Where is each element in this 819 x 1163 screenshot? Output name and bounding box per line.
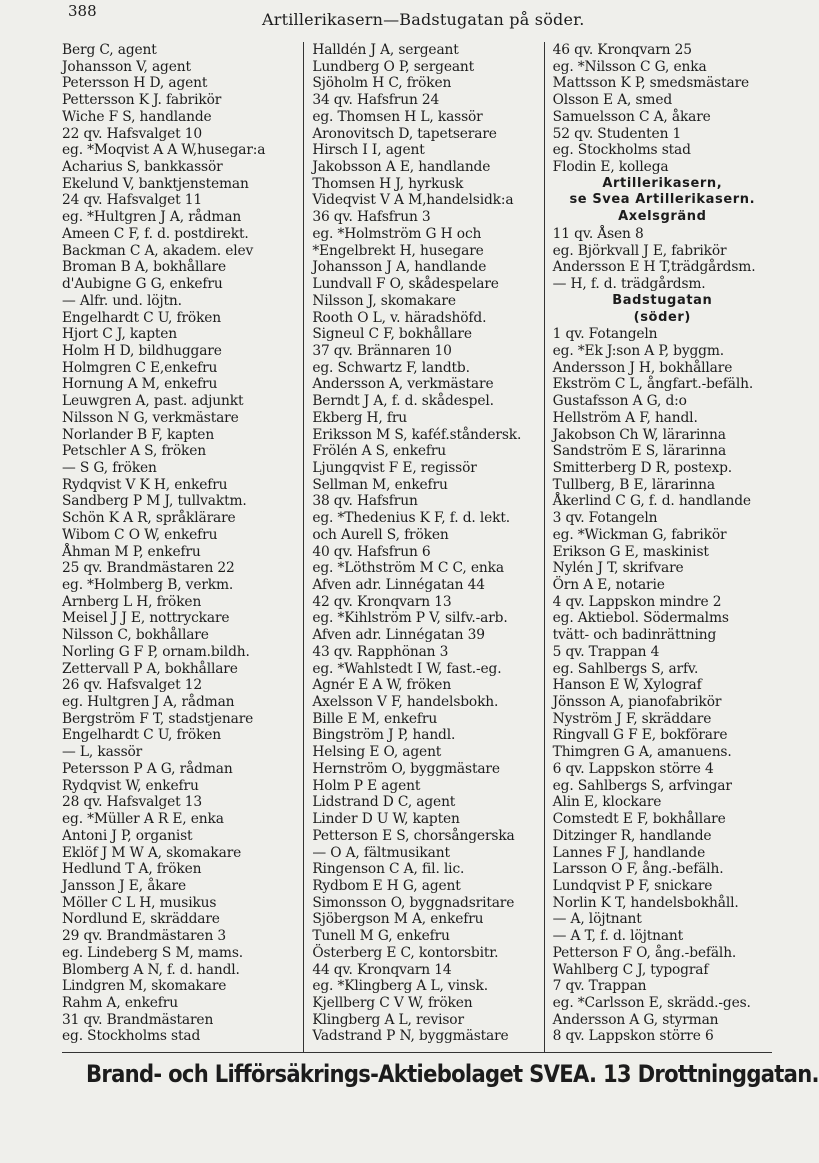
directory-entry: Nilsson N G, verkmästare xyxy=(62,409,239,426)
directory-entry: Holm H D, bildhuggare xyxy=(62,342,222,359)
directory-entry: Klingberg A L, revisor xyxy=(312,1011,464,1028)
directory-entry: 28 qv. Hafsvalget 13 xyxy=(62,794,203,811)
directory-entry: Sjöholm H C, fröken xyxy=(312,75,452,92)
directory-entry: 11 qv. Åsen 8 xyxy=(552,225,644,242)
section-heading: Badstugatan xyxy=(612,292,713,308)
directory-entry: 25 qv. Brandmästaren 22 xyxy=(62,560,235,577)
directory-entry: eg. Stockholms stad xyxy=(62,1028,201,1045)
directory-entry: Leuwgren A, past. adjunkt xyxy=(62,393,244,410)
directory-entry: 3 qv. Fotangeln xyxy=(552,510,658,527)
directory-entry: Thomsen H J, hyrkusk xyxy=(312,175,464,192)
directory-entry: 42 qv. Kronqvarn 13 xyxy=(312,593,452,610)
directory-entry: Hjort C J, kapten xyxy=(62,326,178,343)
directory-entry: eg. *Wickman G, fabrikör xyxy=(552,526,727,543)
directory-entry: 1 qv. Fotangeln xyxy=(552,326,658,343)
directory-entry: eg. *Holmberg B, verkm. xyxy=(62,577,234,593)
directory-entry: Gustafsson A G, d:o xyxy=(552,393,687,410)
directory-entry: Thimgren G A, amanuens. xyxy=(552,744,732,761)
section-heading: (söder) xyxy=(633,309,691,325)
directory-entry: 34 qv. Hafsfrun 24 xyxy=(312,92,440,109)
directory-entry: eg. *Hultgren J A, rådman xyxy=(62,209,242,226)
directory-entry: Erikson G E, maskinist xyxy=(552,543,709,560)
directory-entry: Andersson J H, bokhållare xyxy=(552,359,733,376)
directory-entry: Rooth O L, v. häradshöfd. xyxy=(312,309,487,326)
directory-entry: eg. *Löthström M C C, enka xyxy=(312,560,504,577)
directory-entry: Meisel J J E, nottryckare xyxy=(62,610,230,627)
directory-entry: Aronovitsch D, tapetserare xyxy=(312,125,497,142)
directory-entry: 40 qv. Hafsfrun 6 xyxy=(312,543,431,560)
directory-entry: eg. *Ek J:son A P, byggm. xyxy=(552,342,725,359)
directory-entry: Ameen C F, f. d. postdirekt. xyxy=(62,225,249,242)
directory-entry: Schön K A R, språklärare xyxy=(62,510,236,527)
directory-entry: 24 qv. Hafsvalget 11 xyxy=(62,192,203,209)
directory-entry: Österberg E C, kontorsbitr. xyxy=(312,944,499,961)
directory-entry: 6 qv. Lappskon större 4 xyxy=(552,760,714,777)
directory-entry: Bergström F T, stadstjenare xyxy=(62,710,254,727)
directory-entry: eg. *Nilsson C G, enka xyxy=(552,58,707,75)
directory-entry: Halldén J A, sergeant xyxy=(312,42,459,58)
directory-entry: tvätt- och badinrättning xyxy=(552,627,717,644)
directory-entry: — A, löjtnant xyxy=(552,911,642,928)
directory-entry: Hanson E W, Xylograf xyxy=(552,677,702,694)
directory-entry: Åhman M P, enkefru xyxy=(62,543,201,560)
advertisement-rule xyxy=(62,1052,772,1053)
directory-entry: eg. *Thedenius K F, f. d. lekt. xyxy=(312,510,510,527)
directory-entry: Möller C L H, musikus xyxy=(62,894,217,911)
directory-entry: Nylén J T, skrifvare xyxy=(552,560,684,577)
directory-entry: — A T, f. d. löjtnant xyxy=(552,928,684,945)
directory-entry: Petterson E S, chorsångerska xyxy=(312,827,515,844)
section-heading: Artillerikasern, xyxy=(602,175,723,191)
directory-columns xyxy=(62,42,772,1052)
directory-entry: Nordlund E, skräddare xyxy=(62,911,220,928)
directory-entry: Sandberg P M J, tullvaktm. xyxy=(62,493,247,510)
directory-column-1 xyxy=(62,42,303,1052)
directory-entry: eg. *Wahlstedt I W, fast.-eg. xyxy=(312,660,502,677)
directory-entry: Andersson A G, styrman xyxy=(552,1011,719,1028)
directory-entry: 52 qv. Studenten 1 xyxy=(552,125,682,142)
directory-entry: 46 qv. Kronqvarn 25 xyxy=(552,42,692,58)
directory-entry: Hellström A F, handl. xyxy=(552,409,698,426)
directory-entry: Rahm A, enkefru xyxy=(62,994,178,1011)
page-number: 388 xyxy=(68,2,97,20)
directory-entry: Afven adr. Linnégatan 44 xyxy=(312,577,485,593)
directory-entry: Lindgren M, skomakare xyxy=(62,978,227,995)
directory-entry: 26 qv. Hafsvalget 12 xyxy=(62,677,203,694)
directory-entry: Eklöf J M W A, skomakare xyxy=(62,844,242,861)
directory-entry: 4 qv. Lappskon mindre 2 xyxy=(552,593,722,610)
directory-entry: Signeul C F, bokhållare xyxy=(312,326,472,343)
directory-entry: 31 qv. Brandmästaren xyxy=(62,1011,214,1028)
directory-entry: Engelhardt C U, fröken xyxy=(62,727,222,744)
directory-entry: Frölén A S, enkefru xyxy=(312,443,447,460)
directory-entry: 8 qv. Lappskon större 6 xyxy=(552,1028,714,1045)
directory-entry: Antoni J P, organist xyxy=(62,827,193,844)
directory-entry: eg. Sahlbergs S, arfv. xyxy=(552,660,699,677)
directory-entry: Petersson P A G, rådman xyxy=(62,760,233,777)
directory-entry: — O A, fältmusikant xyxy=(312,844,450,861)
directory-entry: Wiche F S, handlande xyxy=(62,108,212,125)
directory-entry: Wibom C O W, enkefru xyxy=(62,526,218,543)
directory-entry: Ekelund V, banktjensteman xyxy=(62,175,249,192)
directory-entry: Andersson E H T,trädgårdsm. xyxy=(552,259,756,276)
directory-entry: eg. *Moqvist A A W,husegar:a xyxy=(62,142,266,159)
directory-entry: Zettervall P A, bokhållare xyxy=(62,660,238,677)
directory-entry: Blomberg A N, f. d. handl. xyxy=(62,961,240,978)
directory-entry: Linder D U W, kapten xyxy=(312,811,460,828)
directory-entry: Lidstrand D C, agent xyxy=(312,794,456,811)
directory-entry: eg. *Holmström G H och xyxy=(312,225,482,242)
directory-entry: Simonsson O, byggnadsritare xyxy=(312,894,515,911)
directory-entry: Acharius S, bankkassör xyxy=(62,159,223,176)
directory-entry: Jönsson A, pianofabrikör xyxy=(552,694,722,711)
directory-entry: Ekström C L, ångfart.-befälh. xyxy=(552,376,754,393)
directory-entry: Eriksson M S, kaféf.ståndersk. xyxy=(312,426,522,443)
directory-entry: d'Aubigne G G, enkefru xyxy=(62,276,223,293)
directory-entry: Petterson F O, ång.-befälh. xyxy=(552,944,737,961)
directory-entry: 43 qv. Rapphönan 3 xyxy=(312,643,449,660)
directory-entry: Agnér E A W, fröken xyxy=(312,677,452,694)
directory-entry: Afven adr. Linnégatan 39 xyxy=(312,627,485,644)
directory-entry: Rydqvist W, enkefru xyxy=(62,777,199,794)
directory-entry: Norling G F P, ornam.bildh. xyxy=(62,643,250,660)
directory-entry: Ringenson C A, fil. lic. xyxy=(312,861,465,878)
section-heading: se Svea Artillerikasern. xyxy=(569,192,756,208)
directory-entry: Sandström E S, lärarinna xyxy=(552,443,727,460)
directory-entry: eg. *Kihlström P V, silfv.-arb. xyxy=(312,610,508,627)
directory-entry: Bille E M, enkefru xyxy=(312,710,438,727)
directory-entry: och Aurell S, fröken xyxy=(312,526,449,543)
directory-entry: Sellman M, enkefru xyxy=(312,476,448,493)
directory-entry: Larsson O F, ång.-befälh. xyxy=(552,861,724,878)
directory-entry: eg. *Carlsson E, skrädd.-ges. xyxy=(552,994,751,1011)
directory-entry: Wahlberg C J, typograf xyxy=(552,961,709,978)
directory-entry: 22 qv. Hafsvalget 10 xyxy=(62,125,203,142)
directory-entry: Samuelsson C A, åkare xyxy=(552,108,711,125)
directory-entry: 29 qv. Brandmästaren 3 xyxy=(62,928,227,945)
directory-entry: Johansson V, agent xyxy=(62,58,191,75)
directory-entry: Nyström J F, skräddare xyxy=(552,710,712,727)
directory-entry: Hirsch I I, agent xyxy=(312,142,425,159)
directory-entry: Jakobson Ch W, lärarinna xyxy=(552,426,726,443)
directory-entry: Tullberg, B E, lärarinna xyxy=(552,476,715,493)
directory-entry: Alin E, klockare xyxy=(552,794,662,811)
directory-entry: — S G, fröken xyxy=(62,459,157,476)
directory-column-3 xyxy=(544,42,772,1052)
directory-entry: Jakobsson A E, handlande xyxy=(312,159,491,176)
directory-entry: Berg C, agent xyxy=(62,42,157,58)
directory-entry: Sjöbergson M A, enkefru xyxy=(312,911,484,928)
directory-entry: eg. Schwartz F, landtb. xyxy=(312,359,470,376)
directory-entry: Comstedt E F, bokhållare xyxy=(552,811,726,828)
directory-entry: Norlander B F, kapten xyxy=(62,426,215,443)
directory-entry: Ljungqvist F E, regissör xyxy=(312,459,477,476)
directory-entry: eg. *Klingberg A L, vinsk. xyxy=(312,978,488,995)
directory-entry: Olsson E A, smed xyxy=(552,92,673,109)
directory-entry: Holmgren C E,enkefru xyxy=(62,359,218,376)
directory-entry: 37 qv. Brännaren 10 xyxy=(312,342,452,359)
directory-entry: Helsing E O, agent xyxy=(312,744,442,761)
directory-entry: eg. Lindeberg S M, mams. xyxy=(62,944,244,961)
directory-entry: Axelsson V F, handelsbokh. xyxy=(312,694,499,711)
directory-entry: Rydqvist V K H, enkefru xyxy=(62,476,228,493)
directory-entry: eg. Björkvall J E, fabrikör xyxy=(552,242,727,259)
directory-entry: 44 qv. Kronqvarn 14 xyxy=(312,961,452,978)
directory-entry: Ekberg H, fru xyxy=(312,409,407,426)
directory-entry: Hernström O, byggmästare xyxy=(312,760,500,777)
directory-entry: Holm P E agent xyxy=(312,777,421,794)
directory-entry: Engelhardt C U, fröken xyxy=(62,309,222,326)
directory-entry: Flodin E, kollega xyxy=(552,159,669,176)
directory-entry: eg. *Müller A R E, enka xyxy=(62,811,224,828)
directory-entry: Åkerlind C G, f. d. handlande xyxy=(552,493,751,510)
directory-entry: Berndt J A, f. d. skådespel. xyxy=(312,393,494,410)
running-head: Artillerikasern—Badstugatan på söder. xyxy=(262,10,585,29)
directory-entry: Pettersson K J. fabrikör xyxy=(62,92,222,109)
directory-entry: Broman B A, bokhållare xyxy=(62,259,227,276)
advertisement-banner: Brand- och Lifförsäkrings-Aktiebolaget SVEA. 13 Drottninggatan. xyxy=(86,1060,819,1088)
directory-entry: Hornung A M, enkefru xyxy=(62,376,218,393)
directory-entry: 5 qv. Trappan 4 xyxy=(552,643,660,660)
directory-entry: Lundvall F O, skådespelare xyxy=(312,276,499,293)
directory-entry: Rydbom E H G, agent xyxy=(312,877,461,894)
directory-entry: eg. Thomsen H L, kassör xyxy=(312,108,483,125)
directory-entry: 38 qv. Hafsfrun xyxy=(312,493,418,510)
directory-entry: Ringvall G F E, bokförare xyxy=(552,727,728,744)
directory-entry: — L, kassör xyxy=(62,744,143,761)
directory-entry: — H, f. d. trädgårdsm. xyxy=(552,276,706,293)
directory-entry: eg. Stockholms stad xyxy=(552,142,691,159)
directory-entry: eg. Hultgren J A, rådman xyxy=(62,694,235,711)
directory-entry: Lundberg O P, sergeant xyxy=(312,58,475,75)
directory-entry: Nilsson J, skomakare xyxy=(312,292,456,309)
directory-entry: Arnberg L H, fröken xyxy=(62,593,202,610)
section-heading: Axelsgränd xyxy=(618,209,707,225)
directory-entry: Johansson J A, handlande xyxy=(312,259,487,276)
directory-entry: Norlin K T, handelsbokhåll. xyxy=(552,894,739,911)
directory-entry: Kjellberg C V W, fröken xyxy=(312,994,473,1011)
directory-entry: *Engelbrekt H, husegare xyxy=(312,242,484,259)
directory-entry: Nilsson C, bokhållare xyxy=(62,627,209,644)
directory-entry: Andersson A, verkmästare xyxy=(312,376,494,393)
directory-entry: Lundqvist P F, snickare xyxy=(552,877,713,894)
directory-entry: — Alfr. und. löjtn. xyxy=(62,292,182,309)
directory-entry: Ditzinger R, handlande xyxy=(552,827,712,844)
directory-entry: Smitterberg D R, postexp. xyxy=(552,459,733,476)
directory-column-2 xyxy=(303,42,543,1052)
directory-entry: eg. Sahlbergs S, arfvingar xyxy=(552,777,732,794)
directory-entry: Bingström J P, handl. xyxy=(312,727,456,744)
directory-entry: Örn A E, notarie xyxy=(552,577,665,593)
directory-entry: eg. Aktiebol. Södermalms xyxy=(552,610,729,627)
directory-entry: Petersson H D, agent xyxy=(62,75,208,92)
directory-entry: Lannes F J, handlande xyxy=(552,844,706,861)
directory-entry: Tunell M G, enkefru xyxy=(312,928,450,945)
directory-entry: Hedlund T A, fröken xyxy=(62,861,202,878)
directory-entry: Backman C A, akadem. elev xyxy=(62,242,254,259)
directory-entry: 36 qv. Hafsfrun 3 xyxy=(312,209,431,226)
directory-entry: Jansson J E, åkare xyxy=(62,877,187,894)
directory-entry: 7 qv. Trappan xyxy=(552,978,647,995)
directory-entry: Vadstrand P N, byggmästare xyxy=(312,1028,509,1045)
directory-entry: Mattsson K P, smedsmästare xyxy=(552,75,750,92)
directory-entry: Videqvist V A M,handelsidk:a xyxy=(312,192,514,209)
directory-entry: Petschler A S, fröken xyxy=(62,443,206,460)
